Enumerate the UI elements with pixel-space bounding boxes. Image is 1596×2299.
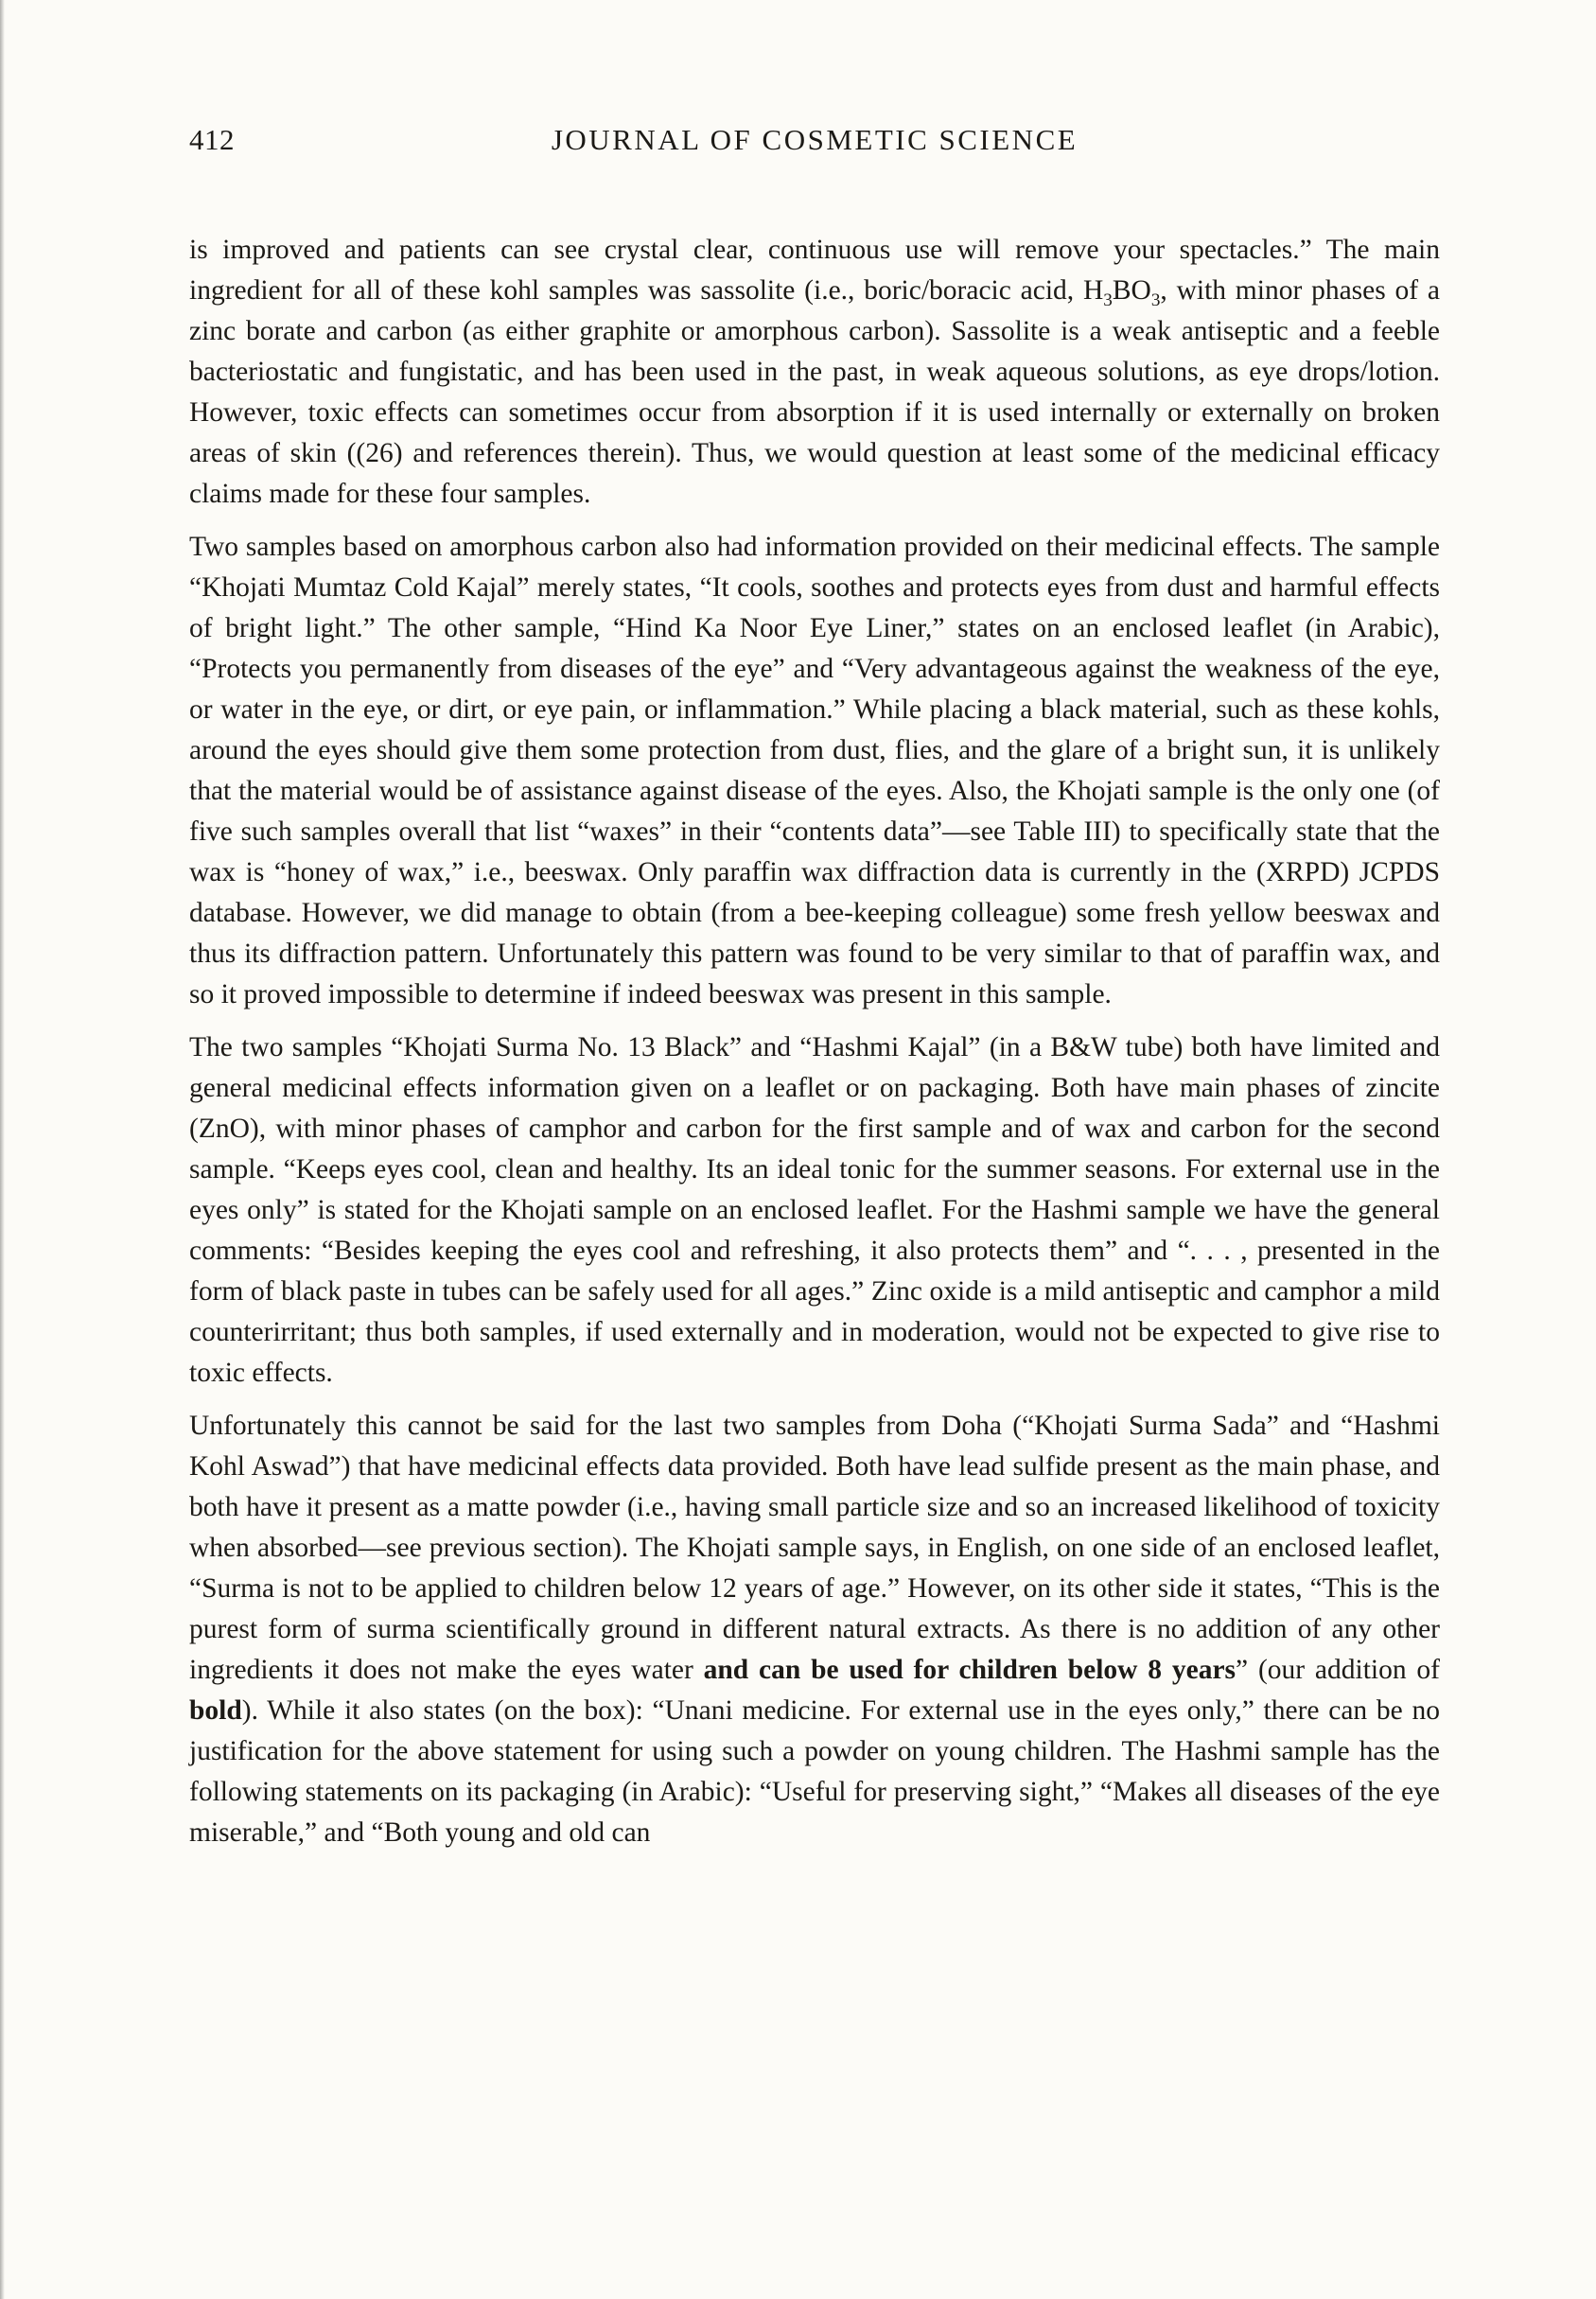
paragraph-2: Two samples based on amorphous carbon also had information provided on their medicinal effects. The sample “Khojati Mumtaz Cold Kajal” merely states, “It cools, soothes and protects eyes from dust and harmful effects of bright light.” The other sample, “Hind Ka Noor Eye Liner,” states on an enclosed leaflet (in Arabic), “Protects you permanently from diseases of the eye” and “Very advantageous against the weakness of the eye, or water in the eye, or dirt, or eye pain, or inflammation.” While placing a black material, such as these kohls, around the eyes should give them some protection from dust, flies, and the glare of a bright sun, it is unlikely that the material would be of assistance against disease of the eyes. Also, the Khojati sample is the only one (of five such samples overall that list “waxes” in their “contents data”—see Table III) to specifically state that the wax is “honey of wax,” i.e., beeswax. Only paraffin wax diffraction data is currently in the (XRPD) JCPDS database. However, we did manage to obtain (from a bee-keeping colleague) some fresh yellow beeswax and thus its diffraction pattern. Unfortunately this pattern was found to be very similar to that of paraffin wax, and so it proved impossible to determine if indeed beeswax was present in this sample.	[189, 532, 1440, 1009]
article-body	[189, 230, 1440, 1853]
page-number: 412	[189, 123, 235, 156]
paragraph-3: The two samples “Khojati Surma No. 13 Black” and “Hashmi Kajal” (in a B&W tube) both have limited and general medicinal effects information given on a leaflet or on packaging. Both have main phases of zincite (ZnO), with minor phases of camphor and carbon for the first sample and of wax and carbon for the second sample. “Keeps eyes cool, clean and healthy. Its an ideal tonic for the summer seasons. For external use in the eyes only” is stated for the Khojati sample on an enclosed leaflet. For the Hashmi sample we have the general comments: “Besides keeping the eyes cool and refreshing, it also protects them” and “. . . , presented in the form of black paste in tubes can be safely used for all ages.” Zinc oxide is a mild antiseptic and camphor a mild counterirritant; thus both samples, if used externally and in moderation, would not be expected to give rise to toxic effects.	[189, 1032, 1440, 1388]
journal-title: JOURNAL OF COSMETIC SCIENCE	[551, 123, 1079, 156]
paragraph-1: is improved and patients can see crystal clear, continuous use will remove your spectacles.” The main ingredient for all of these kohl samples was sassolite (i.e., boric/boracic acid, $H_3BO_3$, with minor phases of a zinc borate and carbon (as either graphite or amorphous carbon). Sassolite is a weak antiseptic and a feeble bacteriostatic and fungistatic, and has been used in the past, in weak aqueous solutions, as eye drops/lotion. However, toxic effects can sometimes occur from absorption if it is used internally or externally on broken areas of skin ((26) and references therein). Thus, we would question at least some of the medicinal efficacy claims made for these four samples.	[189, 235, 1440, 509]
paragraph-4: Unfortunately this cannot be said for the last two samples from Doha (“Khojati Surma Sada” and “Hashmi Kohl Aswad”) that have medicinal effects data provided. Both have lead sulfide present as the main phase, and both have it present as a matte powder (i.e., having small particle size and so an increased likelihood of toxicity when absorbed—see previous section). The Khojati sample says, in English, on one side of an enclosed leaflet, “Surma is not to be applied to children below 12 years of age.” However, on its other side it states, “This is the purest form of surma scientifically ground in different natural extracts. As there is no addition of any other ingredients it does not make the eyes water and can be used for children below 8 years” (our addition of bold). While it also states (on the box): “Unani medicine. For external use in the eyes only,” there can be no justification for the above statement for using such a powder on young children. The Hashmi sample has the following statements on its packaging (in Arabic): “Useful for preserving sight,” “Makes all diseases of the eye miserable,” and “Both young and old can	[189, 1411, 1440, 1848]
page-header	[189, 123, 1440, 157]
